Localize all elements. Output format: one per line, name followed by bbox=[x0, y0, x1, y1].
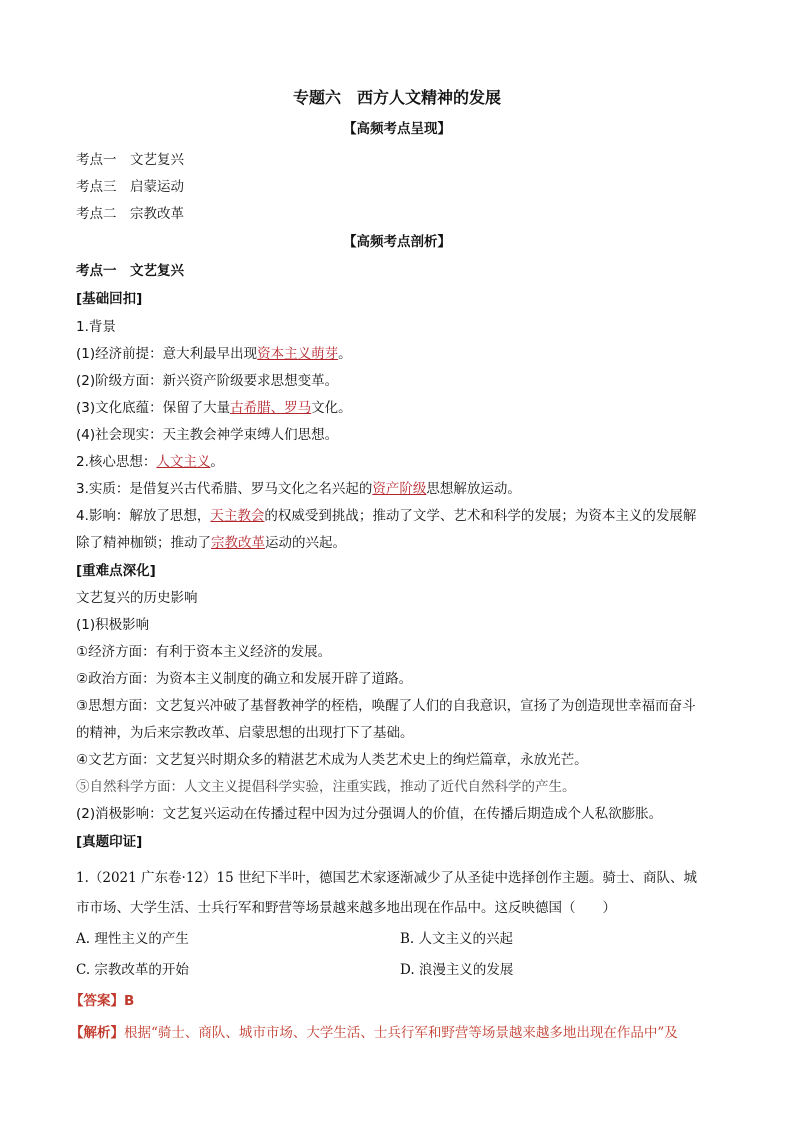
economic-premise: (1)经济前提：意大利最早出现资本主义萌芽。 bbox=[76, 346, 352, 362]
cultural-foundation: (3)文化底蕴：保留了大量古希腊、罗马文化。 bbox=[76, 400, 352, 416]
keyword: 人文主义 bbox=[156, 454, 211, 470]
keyword: 资本主义萌芽 bbox=[257, 346, 339, 362]
positive-economic: ①经济方面：有利于资本主义经济的发展。 bbox=[76, 644, 332, 660]
positive-art: ④文艺方面：文艺复兴时期众多的精湛艺术成为人类艺术史上的绚烂篇章，永放光芒。 bbox=[76, 752, 588, 768]
point-item: 考点三 启蒙运动 bbox=[76, 179, 184, 195]
impact-line-1: 4.影响：解放了思想，天主教会的权威受到挑战；推动了文学、艺术和科学的发展；为资本主义的发展解 bbox=[76, 508, 697, 524]
analysis-label: 【解析】 bbox=[70, 1025, 124, 1041]
point-item: 考点一 文艺复兴 bbox=[76, 152, 184, 168]
analysis-line bbox=[70, 1024, 678, 1042]
positive-thought-1: ③思想方面：文艺复兴冲破了基督教神学的桎梏，唤醒了人们的自我意识，宣扬了为创造现世幸福而奋斗 bbox=[76, 698, 696, 714]
class-aspect: (2)阶级方面：新兴资产阶级要求思想变革。 bbox=[76, 373, 339, 389]
option-c: C. 宗教改革的开始 bbox=[76, 962, 189, 978]
positive-science: ⑤自然科学方面：人文主义提倡科学实验，注重实践，推动了近代自然科学的产生。 bbox=[76, 779, 576, 795]
section-present-heading: 【高频考点呈现】 bbox=[343, 121, 451, 137]
positive-impact-heading: (1)积极影响 bbox=[76, 617, 150, 633]
impact-line-2: 除了精神枷锁；推动了宗教改革运动的兴起。 bbox=[76, 535, 346, 551]
option-d: D. 浪漫主义的发展 bbox=[400, 962, 514, 978]
analysis-text: 根据“骑士、商队、城市市场、大学生活、士兵行军和野营等场景越来越多地出现在作品中”及 bbox=[124, 1025, 678, 1041]
question-1-line-2: 市市场、大学生活、士兵行军和野营等场景越来越多地出现在作品中。这反映德国（ ） bbox=[76, 900, 616, 916]
positive-thought-2: 的精神，为后来宗教改革、启蒙思想的出现打下了基础。 bbox=[76, 725, 414, 741]
social-reality: (4)社会现实：天主教会神学束缚人们思想。 bbox=[76, 427, 339, 443]
keyword: 天主教会 bbox=[210, 508, 265, 524]
point-item: 考点二 宗教改革 bbox=[76, 206, 184, 222]
deep-header: [重难点深化] bbox=[76, 563, 156, 579]
negative-impact: (2)消极影响：文艺复兴运动在传播过程中因为过分强调人的价值，在传播后期造成个人私欲膨胀。 bbox=[76, 806, 663, 822]
keyword: 古希腊、罗马 bbox=[230, 400, 312, 416]
keyword: 资产阶级 bbox=[372, 481, 427, 497]
kaodian1-heading: 考点一 文艺复兴 bbox=[76, 263, 184, 279]
answer-label: 【答案】 bbox=[70, 993, 124, 1009]
background-heading: 1.背景 bbox=[76, 319, 116, 335]
answer-value: B bbox=[124, 993, 135, 1009]
option-b: B. 人文主义的兴起 bbox=[400, 931, 514, 947]
core-idea: 2.核心思想：人文主义。 bbox=[76, 454, 224, 470]
historical-impact-heading: 文艺复兴的历史影响 bbox=[76, 590, 198, 606]
essence: 3.实质：是借复兴古代希腊、罗马文化之名兴起的资产阶级思想解放运动。 bbox=[76, 481, 521, 497]
keyword: 宗教改革 bbox=[211, 535, 265, 551]
positive-political: ②政治方面：为资本主义制度的确立和发展开辟了道路。 bbox=[76, 671, 413, 687]
answer-line bbox=[70, 992, 134, 1010]
option-a: A. 理性主义的产生 bbox=[76, 931, 189, 947]
page-title: 专题六 西方人文精神的发展 bbox=[292, 88, 501, 107]
basics-header: [基础回扣] bbox=[76, 291, 143, 307]
exam-header: [真题印证] bbox=[76, 834, 143, 850]
question-1-line-1: 1.（2021 广东卷·12）15 世纪下半叶，德国艺术家逐渐减少了从圣徒中选择创作主题。骑士、商队、城 bbox=[76, 870, 697, 886]
section-analysis-heading: 【高频考点剖析】 bbox=[343, 234, 451, 250]
